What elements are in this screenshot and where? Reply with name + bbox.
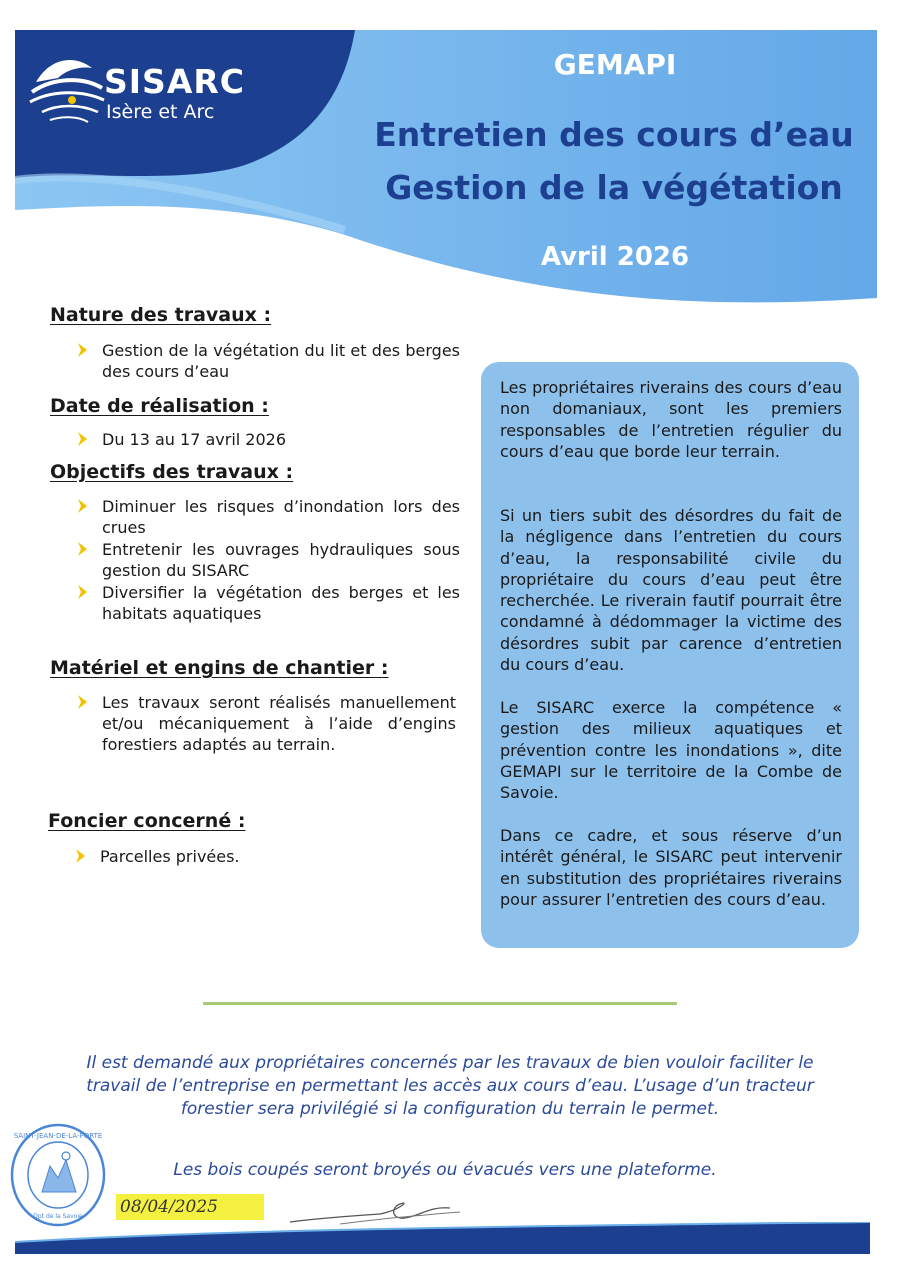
section-heading-nature: Nature des travaux : — [50, 304, 272, 326]
section-heading-foncier: Foncier concerné : — [48, 810, 246, 832]
list-item-text: Diminuer les risques d’inondation lors des crues — [102, 497, 460, 537]
footer-request: Il est demandé aux propriétaires concernés par les travaux de bien vouloir faciliter le travail de l’entreprise en permettant les accès aux cours d’eau. L’usage d’un tracteur forestier sera privilégié si la configuration du terrain le permet. — [86, 1053, 814, 1120]
list-item-text: Parcelles privées. — [100, 847, 240, 866]
chevron-right-icon — [76, 342, 90, 358]
list-item — [76, 340, 460, 382]
info-paragraph: Le SISARC exerce la compétence « gestion des milieux aquatiques et prévention contre les inondations », dite GEMAPI sur le territoire de la Combe de Savoie. — [500, 698, 842, 803]
page-title-line1: Entretien des cours d’eau — [374, 115, 854, 154]
divider — [203, 1002, 677, 1005]
chevron-right-icon — [76, 431, 90, 447]
list-item — [74, 846, 458, 867]
list-item — [76, 539, 460, 581]
list-item-text: Entretenir les ouvrages hydrauliques sous gestion du SISARC — [102, 540, 460, 580]
list-item-text: Gestion de la végétation du lit et des berges des cours d’eau — [102, 341, 460, 381]
section-heading-materiel: Matériel et engins de chantier : — [50, 657, 389, 679]
info-paragraph: Si un tiers subit des désordres du fait de la négligence dans l’entretien du cours d’eau, la responsabilité civile du propriétaire du cours d’eau peut être recherchée. Le riverain fautif pourrait être condamné à dédommager la victime des désordres subit par carence d’entretien du cours d’eau. — [500, 506, 842, 675]
section-heading-objectifs: Objectifs des travaux : — [50, 461, 294, 483]
list-item — [76, 582, 460, 624]
page-title-line2: Gestion de la végétation — [385, 168, 843, 207]
program-label: GEMAPI — [553, 48, 677, 81]
list-item — [76, 496, 460, 538]
chevron-right-icon — [76, 584, 90, 600]
footer-band — [15, 1222, 870, 1254]
section-heading-date: Date de réalisation : — [50, 395, 269, 417]
chevron-right-icon — [76, 541, 90, 557]
list-item — [76, 429, 460, 450]
list-item-text: Diversifier la végétation des berges et les habitats aquatiques — [102, 583, 460, 623]
svg-text:SAINT-JEAN-DE-LA-PORTE: SAINT-JEAN-DE-LA-PORTE — [13, 1132, 103, 1140]
svg-text:Dpt de la Savoie: Dpt de la Savoie — [33, 1213, 83, 1220]
footer-wood-note: Les bois coupés seront broyés ou évacués vers une plateforme. — [173, 1160, 717, 1180]
logo-subtitle: Isère et Arc — [106, 101, 215, 123]
info-paragraph: Les propriétaires riverains des cours d’eau non domaniaux, sont les premiers responsables de l’entretien régulier du cours d’eau que borde leur terrain. — [500, 378, 842, 461]
list-item — [76, 692, 456, 755]
info-paragraph: Dans ce cadre, et sous réserve d’un intérêt général, le SISARC peut intervenir en substitution des propriétaires riverains pour assurer l’entretien des cours d’eau. — [500, 826, 842, 909]
header-date: Avril 2026 — [540, 242, 690, 272]
town-stamp — [8, 1120, 108, 1230]
chevron-right-icon — [74, 848, 88, 864]
handwritten-date: 08/04/2025 — [116, 1194, 264, 1220]
list-item-text: Du 13 au 17 avril 2026 — [102, 430, 287, 449]
list-item-text: Les travaux seront réalisés manuellement et/ou mécaniquement à l’aide d’engins forestiers adaptés au terrain. — [102, 693, 456, 754]
chevron-right-icon — [76, 694, 90, 710]
logo-name: SISARC — [104, 62, 245, 101]
chevron-right-icon — [76, 498, 90, 514]
